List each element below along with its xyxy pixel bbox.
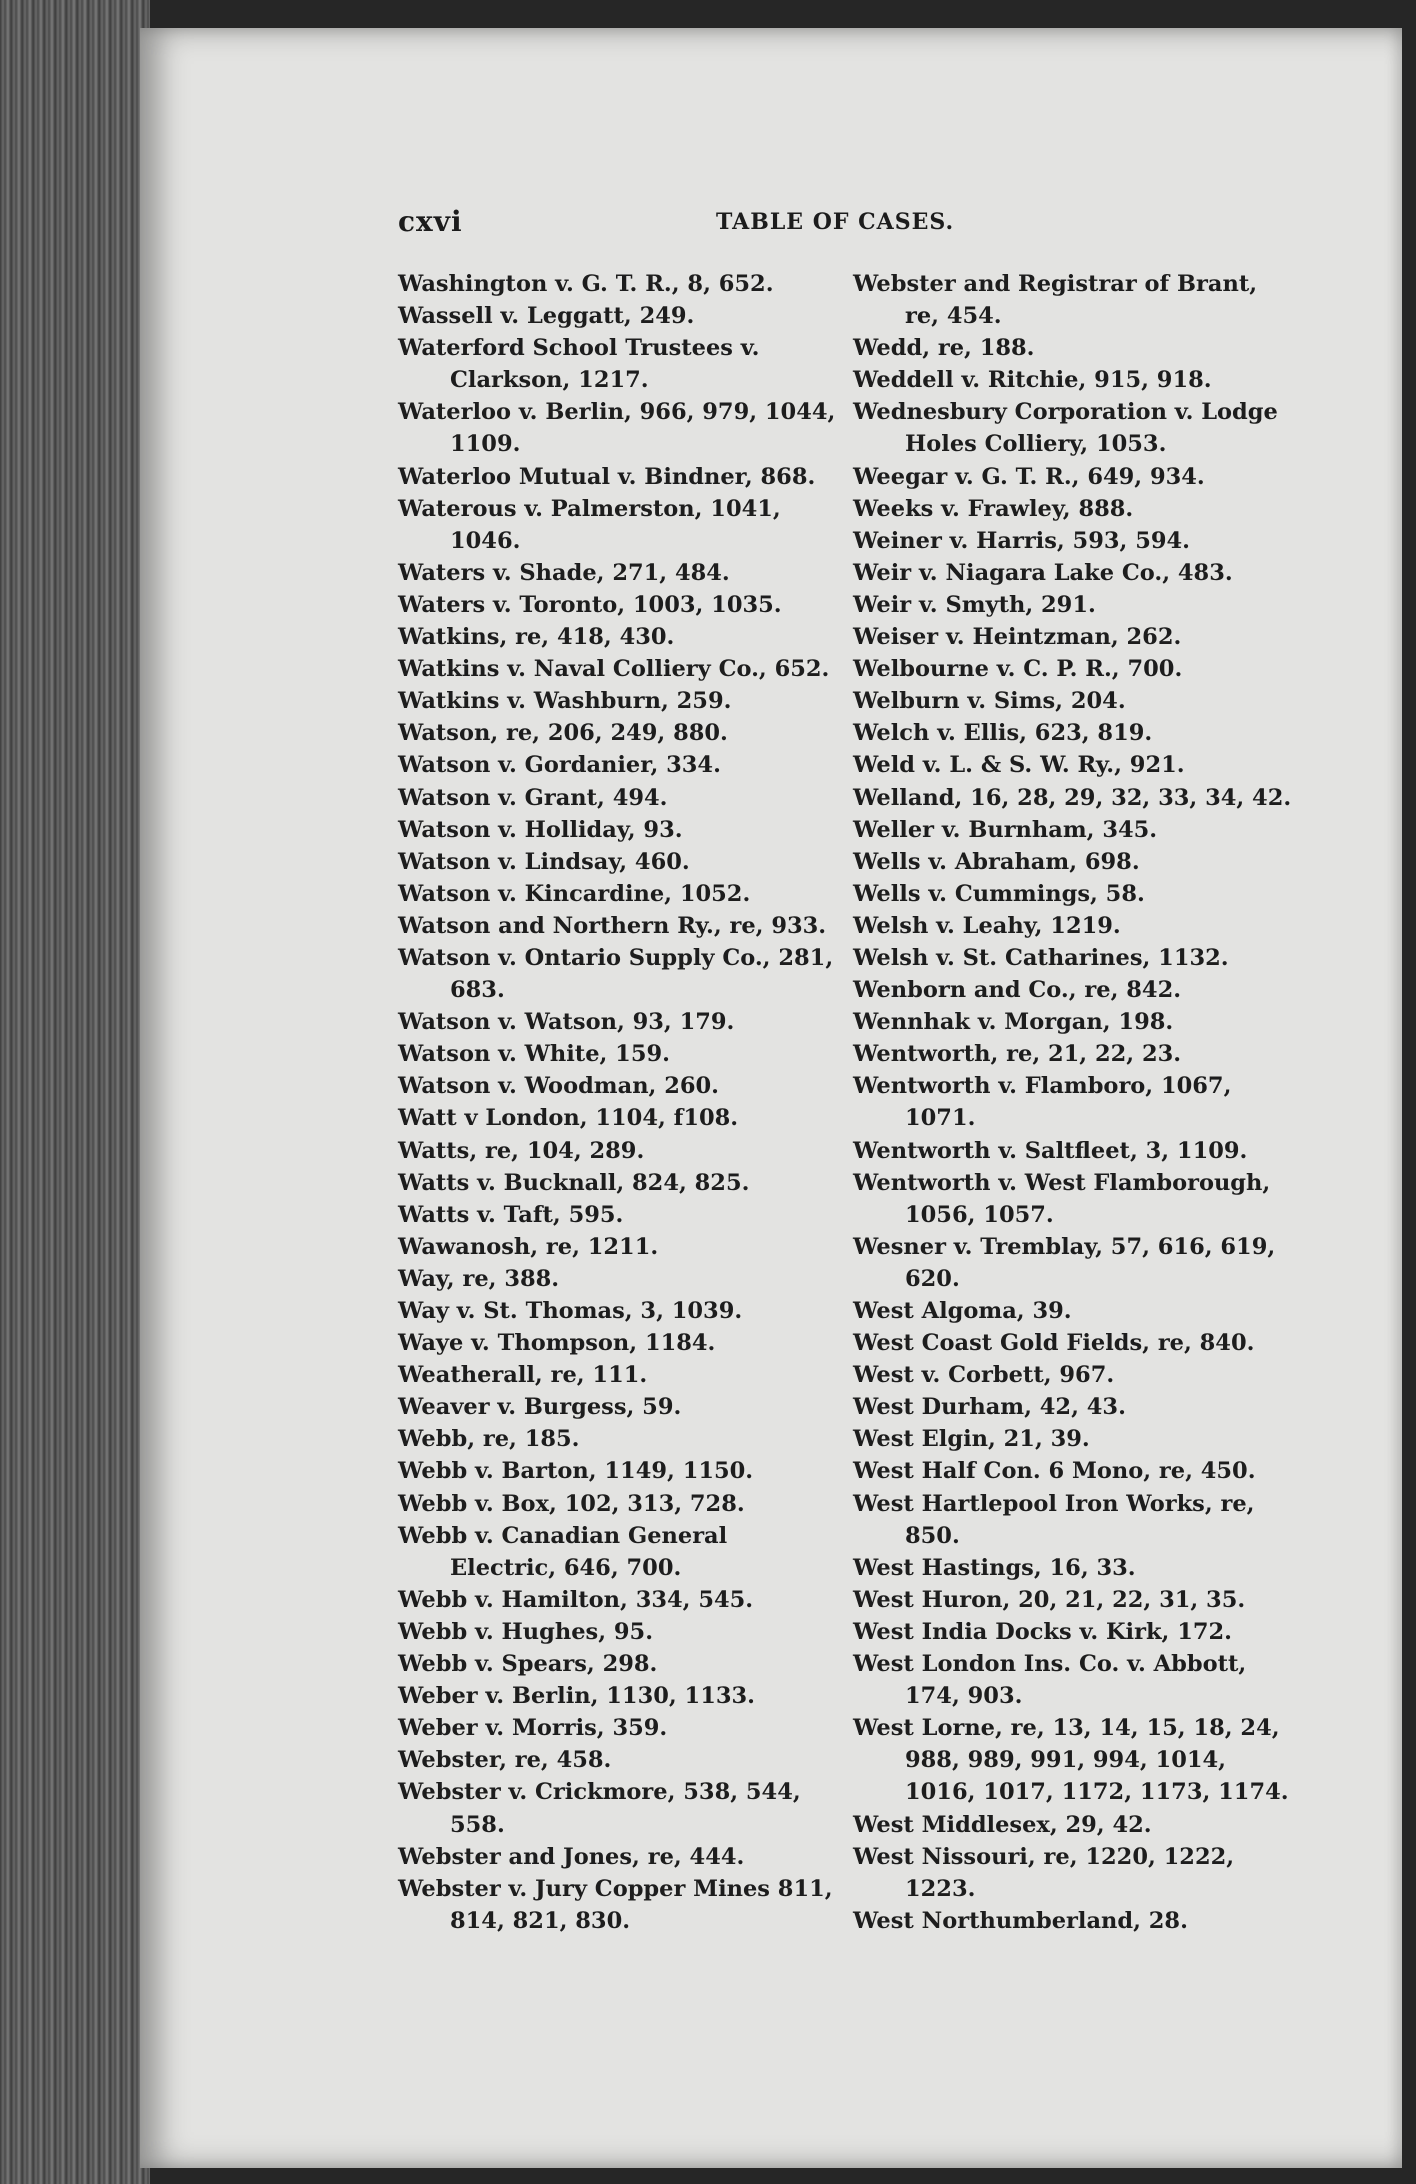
case-entry: Watson v. Grant, 494. [398, 784, 668, 811]
case-entry: Watson, re, 206, 249, 880. [398, 720, 728, 747]
case-entry: West Middlesex, 29, 42. [853, 1811, 1152, 1838]
case-entry: Webster and Registrar of Brant, re, 454. [853, 271, 1258, 330]
case-entry: West v. Corbett, 967. [853, 1362, 1115, 1389]
case-entry: Waterloo Mutual v. Bindner, 868. [398, 463, 816, 490]
case-entry: West Northumberland, 28. [853, 1907, 1188, 1934]
case-entry: West Elgin, 21, 39. [853, 1426, 1090, 1453]
case-entry: Wentworth v. Saltfleet, 3, 1109. [853, 1137, 1248, 1164]
case-entry: Watson v. Kincardine, 1052. [398, 880, 751, 907]
case-entry: West Algoma, 39. [853, 1298, 1072, 1324]
case-entry: Webb v. Hamilton, 334, 545. [398, 1586, 754, 1613]
case-entry: Wennhak v. Morgan, 198. [853, 1009, 1174, 1036]
case-entry: Webster, re, 458. [398, 1747, 612, 1774]
case-entry: Wentworth, re, 21, 22, 23. [853, 1041, 1182, 1068]
case-entry: West India Docks v. Kirk, 172. [853, 1618, 1233, 1645]
case-entry: West Nissouri, re, 1220, 1222, 1223. [853, 1843, 1235, 1902]
case-entry: West Lorne, re, 13, 14, 15, 18, 24, 988, 989, 991, 994, 1014, 1016, 1017, 1172, 1173, 1174. [853, 1715, 1289, 1806]
case-entry: Waters v. Toronto, 1003, 1035. [398, 591, 782, 618]
case-entry: Weddell v. Ritchie, 915, 918. [853, 367, 1212, 394]
case-entry: Welland, 16, 28, 29, 32, 33, 34, 42. [853, 784, 1292, 811]
case-entry: Webb v. Spears, 298. [398, 1651, 658, 1678]
case-entry: Watson v. Ontario Supply Co., 281, 683. [398, 944, 834, 1004]
case-entry: Wells v. Abraham, 698. [853, 848, 1140, 875]
case-entry: Weir v. Niagara Lake Co., 483. [853, 559, 1233, 586]
case-entry: Webster v. Crickmore, 538, 544, 558. [398, 1779, 801, 1838]
case-entry: Wednesbury Corporation v. Lodge Holes Colliery, 1053. [853, 399, 1278, 458]
case-entry: Watson v. Woodman, 260. [398, 1073, 720, 1100]
case-entry: Watson v. White, 159. [398, 1041, 670, 1068]
page-number: cxvi [398, 205, 463, 238]
case-entry: Waye v. Thompson, 1184. [398, 1330, 716, 1357]
case-entry: West Hastings, 16, 33. [853, 1554, 1136, 1581]
case-entry: Welch v. Ellis, 623, 819. [853, 720, 1153, 747]
case-entry: Way, re, 388. [398, 1265, 560, 1292]
case-entry: Welsh v. Leahy, 1219. [853, 912, 1121, 939]
case-entry: Welbourne v. C. P. R., 700. [853, 656, 1183, 683]
case-entry: Welburn v. Sims, 204. [853, 688, 1126, 715]
case-entry: Webster and Jones, re, 444. [398, 1843, 745, 1870]
case-entry: Weaver v. Burgess, 59. [398, 1394, 682, 1421]
case-entry: Wawanosh, re, 1211. [398, 1233, 659, 1260]
case-entry: Weegar v. G. T. R., 649, 934. [853, 463, 1205, 490]
case-entry: Weld v. L. & S. W. Ry., 921. [853, 752, 1185, 779]
case-entry: Weeks v. Frawley, 888. [853, 495, 1134, 522]
case-entry: Weiner v. Harris, 593, 594. [853, 527, 1190, 554]
case-entry: Webster v. Jury Copper Mines 811, 814, 821, 830. [398, 1875, 833, 1934]
case-entry: Weir v. Smyth, 291. [853, 591, 1096, 618]
case-entry: Weber v. Morris, 359. [398, 1715, 668, 1742]
case-entry: West Half Con. 6 Mono, re, 450. [853, 1458, 1256, 1485]
case-entry: Weber v. Berlin, 1130, 1133. [398, 1683, 756, 1710]
case-entry: West Coast Gold Fields, re, 840. [853, 1330, 1255, 1357]
case-entry: Webb, re, 185. [398, 1426, 580, 1453]
case-entry: Watkins, re, 418, 430. [398, 624, 675, 651]
case-entry: Wassell v. Leggatt, 249. [398, 303, 695, 330]
case-entry: Wedd, re, 188. [853, 335, 1035, 362]
case-entry: Wesner v. Tremblay, 57, 616, 619, 620. [853, 1233, 1276, 1292]
case-entry: West London Ins. Co. v. Abbott, 174, 903. [853, 1651, 1247, 1710]
case-entry: Watts v. Taft, 595. [398, 1201, 624, 1228]
case-entry: Washington v. G. T. R., 8, 652. [398, 271, 774, 297]
case-entry: Waters v. Shade, 271, 484. [398, 559, 730, 586]
case-entry: West Hartlepool Iron Works, re, 850. [853, 1490, 1255, 1549]
case-entry: Wells v. Cummings, 58. [853, 880, 1145, 907]
case-entry: Webb v. Box, 102, 313, 728. [398, 1490, 745, 1517]
case-entry: Webb v. Hughes, 95. [398, 1618, 654, 1645]
case-entry: West Huron, 20, 21, 22, 31, 35. [853, 1586, 1246, 1613]
case-entry: Watkins v. Washburn, 259. [398, 688, 732, 715]
case-entry: Wentworth v. Flamboro, 1067, 1071. [853, 1073, 1232, 1132]
left-column [398, 268, 838, 1937]
right-column [853, 268, 1293, 1937]
case-entry: Wenborn and Co., re, 842. [853, 977, 1182, 1004]
case-entry: Waterloo v. Berlin, 966, 979, 1044, 1109. [398, 399, 836, 458]
case-entry: West Durham, 42, 43. [853, 1394, 1126, 1421]
case-entry: Weatherall, re, 111. [398, 1362, 648, 1389]
case-entry: Watson v. Holliday, 93. [398, 816, 683, 843]
case-entry: Waterford School Trustees v. Clarkson, 1217. [398, 335, 760, 394]
case-entry: Wentworth v. West Flamborough, 1056, 1057. [853, 1169, 1271, 1228]
running-title: TABLE OF CASES. [716, 209, 955, 235]
case-entry: Webb v. Canadian General Electric, 646, 700. [398, 1522, 728, 1581]
case-entry: Watkins v. Naval Colliery Co., 652. [398, 656, 830, 683]
case-entry: Watts, re, 104, 289. [398, 1137, 645, 1164]
case-entry: Way v. St. Thomas, 3, 1039. [398, 1298, 743, 1324]
case-entry: Watson v. Lindsay, 460. [398, 848, 690, 875]
case-entry: Watson v. Watson, 93, 179. [398, 1009, 735, 1036]
case-entry: Watson and Northern Ry., re, 933. [398, 912, 827, 939]
case-entry: Watt v London, 1104, f108. [398, 1105, 739, 1132]
case-entry: Welsh v. St. Catharines, 1132. [853, 944, 1229, 971]
case-entry: Weiser v. Heintzman, 262. [853, 624, 1182, 651]
case-entry: Weller v. Burnham, 345. [853, 816, 1158, 843]
page-header [398, 205, 1238, 241]
page-edges [0, 0, 150, 2184]
case-entry: Webb v. Barton, 1149, 1150. [398, 1458, 754, 1485]
case-entry: Watson v. Gordanier, 334. [398, 752, 721, 779]
case-entry: Watts v. Bucknall, 824, 825. [398, 1169, 750, 1196]
case-entry: Waterous v. Palmerston, 1041, 1046. [398, 495, 781, 554]
